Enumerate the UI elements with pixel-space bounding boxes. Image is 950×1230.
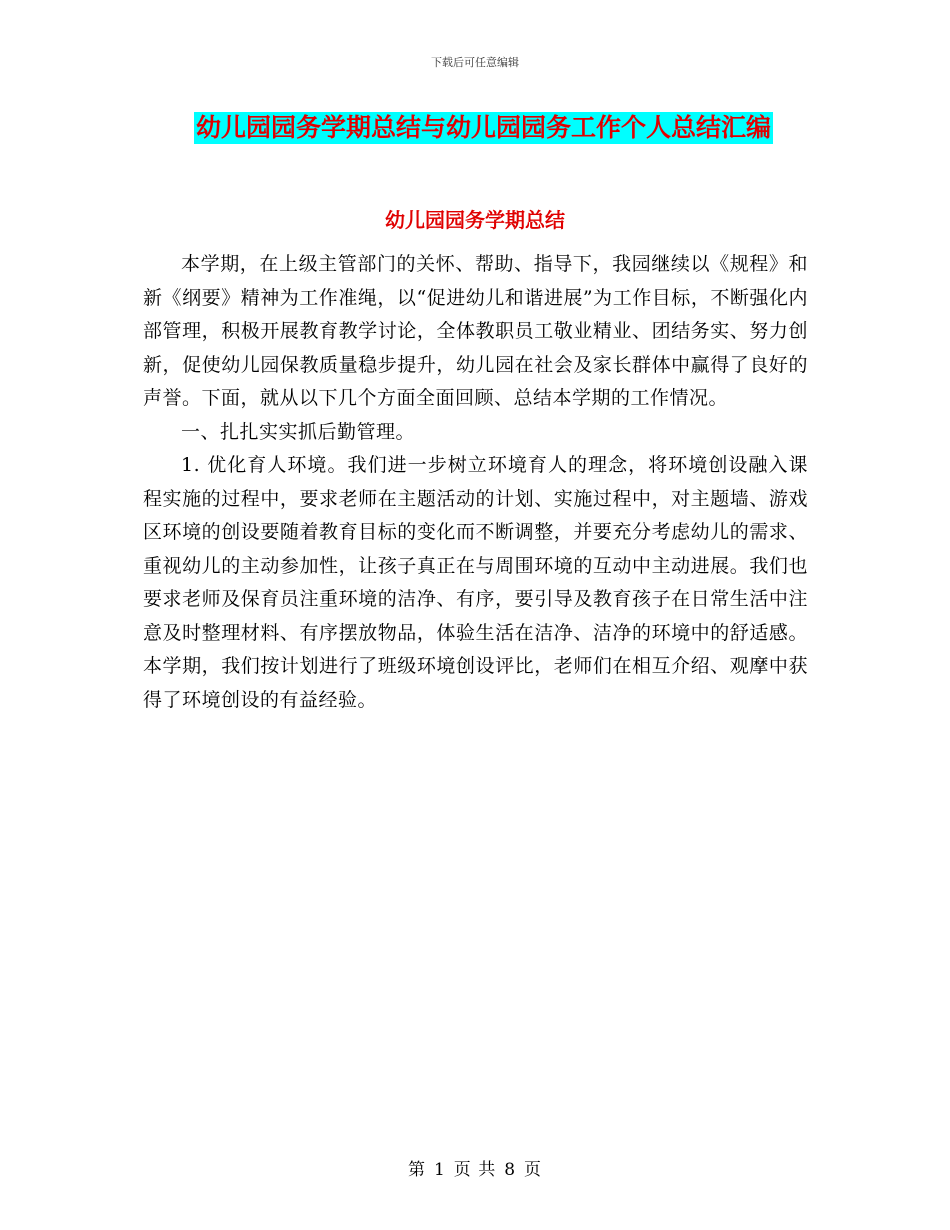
footer-suffix: 页 bbox=[524, 1160, 543, 1180]
paragraph-environment: 1. 优化育人环境。我们进一步树立环境育人的理念，将环境创设融入课程实施的过程中，要求老师在主题活动的计划、实施过程中，对主题墙、游戏区环境的创设要随着教育目标的变化而不断调整，并要充分考虑幼儿的需求、重视幼儿的主动参加性，让孩子真正在与周围环境的互动中主动进展。我们也要求老师及保育员注重环境的洁净、有序，要引导及教育孩子在日常生活中注意及时整理材料、有序摆放物品，体验生活在洁净、洁净的环境中的舒适感。本学期，我们按计划进行了班级环境创设评比，老师们在相互介绍、观摩中获得了环境创设的有益经验。 bbox=[143, 454, 808, 711]
paragraph-intro: 本学期，在上级主管部门的关怀、帮助、指导下，我园继续以《规程》和新《纲要》精神为工作准绳，以“促进幼儿和谐进展”为工作目标，不断强化内部管理，积极开展教育教学讨论，全体教职员工敬业精业、团结务实、努力创新，促使幼儿园保教质量稳步提升，幼儿园在社会及家长群体中赢得了良好的声誉。下面，就从以下几个方面全面回顾、总结本学期的工作情况。 bbox=[143, 253, 808, 409]
footer-total-pages: 8 bbox=[504, 1160, 517, 1180]
section-title: 幼儿园园务学期总结 bbox=[385, 208, 565, 232]
main-title: 幼儿园园务学期总结与幼儿园园务工作个人总结汇编 bbox=[196, 113, 772, 142]
footer-page-number: 1 bbox=[433, 1160, 446, 1180]
footer-middle: 页 共 bbox=[453, 1160, 497, 1180]
footer-prefix: 第 bbox=[407, 1160, 426, 1180]
paragraph-heading-logistics: 一、扎扎实实抓后勤管理。 bbox=[181, 420, 416, 443]
header-note: 下载后可任意编辑 bbox=[431, 56, 519, 69]
page-footer bbox=[0, 1155, 950, 1180]
body-text bbox=[143, 248, 808, 717]
